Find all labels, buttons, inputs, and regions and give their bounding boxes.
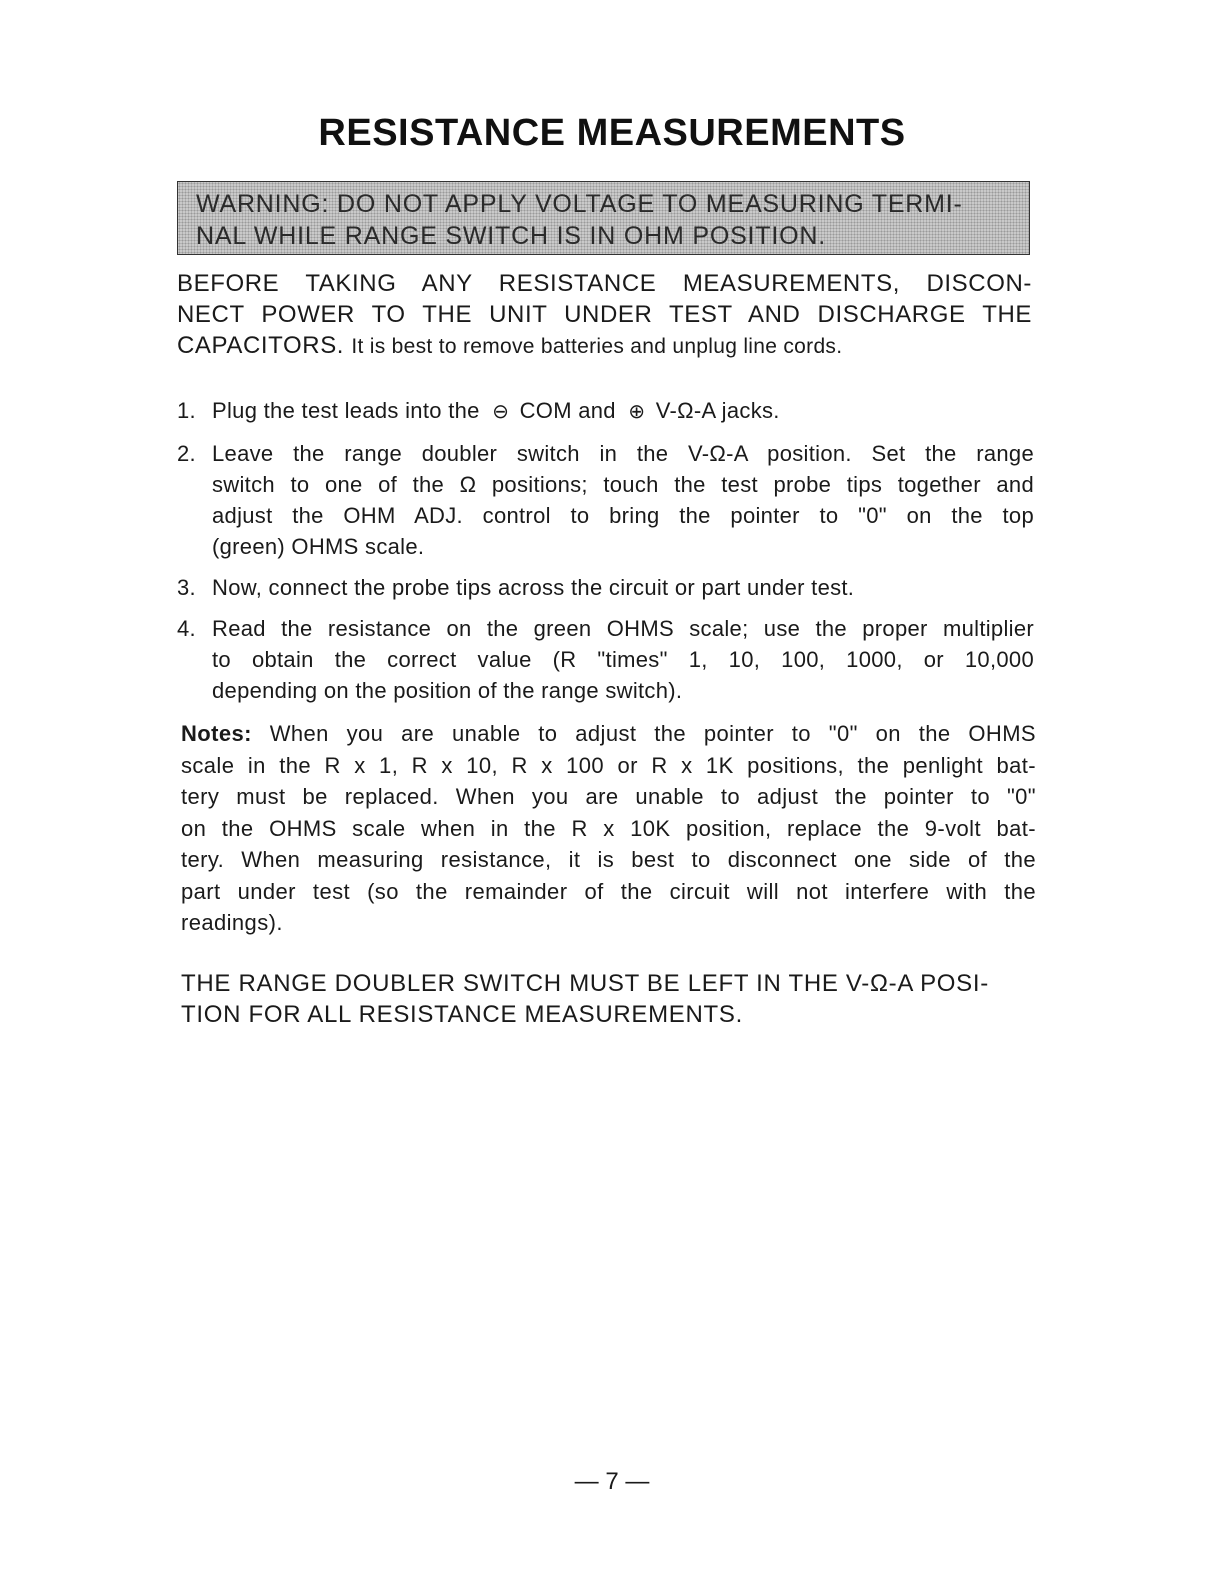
intro-advice: It is best to remove batteries and unplug line cords. xyxy=(351,335,843,358)
notes-line-6: part under test (so the remainder of the circuit will not interfere with the xyxy=(181,878,1036,904)
step-2 xyxy=(177,438,1034,562)
step-2-line-3: adjust the OHM ADJ. control to bring the pointer to "0" on the top xyxy=(212,503,1034,528)
notes-line-2: scale in the R x 1, R x 10, R x 100 or R x 1K positions, the penlight bat- xyxy=(181,752,1036,778)
step-1-text-b: COM and xyxy=(519,398,616,423)
step-number: 3. xyxy=(177,575,196,600)
notes-paragraph xyxy=(181,718,1036,939)
warning-line-2: NAL WHILE RANGE SWITCH IS IN OHM POSITION. xyxy=(196,222,826,250)
range-note-line-1: THE RANGE DOUBLER SWITCH MUST BE LEFT IN THE V-Ω-A POSI- xyxy=(181,970,989,997)
plus-circle-icon: ⊕ xyxy=(628,401,646,423)
step-1-text-c: V-Ω-A jacks. xyxy=(655,398,780,423)
notes-label: Notes: xyxy=(181,721,252,746)
range-note-line-2: TION FOR ALL RESISTANCE MEASUREMENTS. xyxy=(181,1001,743,1028)
step-4 xyxy=(177,613,1034,706)
step-2-line-1: Leave the range doubler switch in the V-Ω-A position. Set the range xyxy=(212,441,1034,466)
procedure-steps xyxy=(177,395,1034,716)
step-2-line-4: (green) OHMS scale. xyxy=(212,534,425,559)
step-2-line-2: switch to one of the Ω positions; touch the test probe tips together and xyxy=(212,472,1034,497)
step-4-line-1: Read the resistance on the green OHMS scale; use the proper multiplier xyxy=(212,616,1034,641)
intro-capacitors: CAPACITORS. xyxy=(177,332,345,359)
intro-paragraph xyxy=(177,268,1032,362)
notes-line-3: tery must be replaced. When you are unable to adjust the pointer to "0" xyxy=(181,784,1036,809)
notes-line-1-text: When you are unable to adjust the pointer to "0" on the OHMS xyxy=(269,721,1037,746)
minus-circle-icon: ⊖ xyxy=(492,401,510,423)
notes-line-7: readings). xyxy=(181,910,283,935)
step-1-line xyxy=(212,395,1034,428)
step-number: 2. xyxy=(177,441,196,466)
intro-line-3 xyxy=(177,330,1032,362)
step-number: 4. xyxy=(177,616,196,641)
page-title: RESISTANCE MEASUREMENTS xyxy=(318,112,906,154)
step-3 xyxy=(177,572,1034,603)
range-doubler-note xyxy=(181,968,1041,1030)
warning-box xyxy=(177,181,1030,255)
step-1 xyxy=(177,395,1034,428)
page-number: — 7 — xyxy=(574,1468,650,1495)
intro-line-2: NECT POWER TO THE UNIT UNDER TEST AND DISCHARGE THE xyxy=(177,301,1032,328)
notes-line-5: tery. When measuring resistance, it is best to disconnect one side of the xyxy=(181,847,1036,872)
step-4-line-2: to obtain the correct value (R "times" 1, 10, 100, 1000, or 10,000 xyxy=(212,647,1034,672)
step-number: 1. xyxy=(177,398,196,423)
step-1-text-a: Plug the test leads into the xyxy=(212,398,480,423)
notes-line-4: on the OHMS scale when in the R x 10K position, replace the 9-volt bat- xyxy=(181,815,1036,841)
intro-line-1: BEFORE TAKING ANY RESISTANCE MEASUREMENTS, DISCON- xyxy=(177,270,1032,297)
notes-line-1 xyxy=(181,718,1036,750)
step-3-line-1: Now, connect the probe tips across the circuit or part under test. xyxy=(212,575,855,600)
step-4-line-3: depending on the position of the range switch). xyxy=(212,678,683,703)
warning-line-1: WARNING: DO NOT APPLY VOLTAGE TO MEASURING TERMI- xyxy=(196,190,963,218)
